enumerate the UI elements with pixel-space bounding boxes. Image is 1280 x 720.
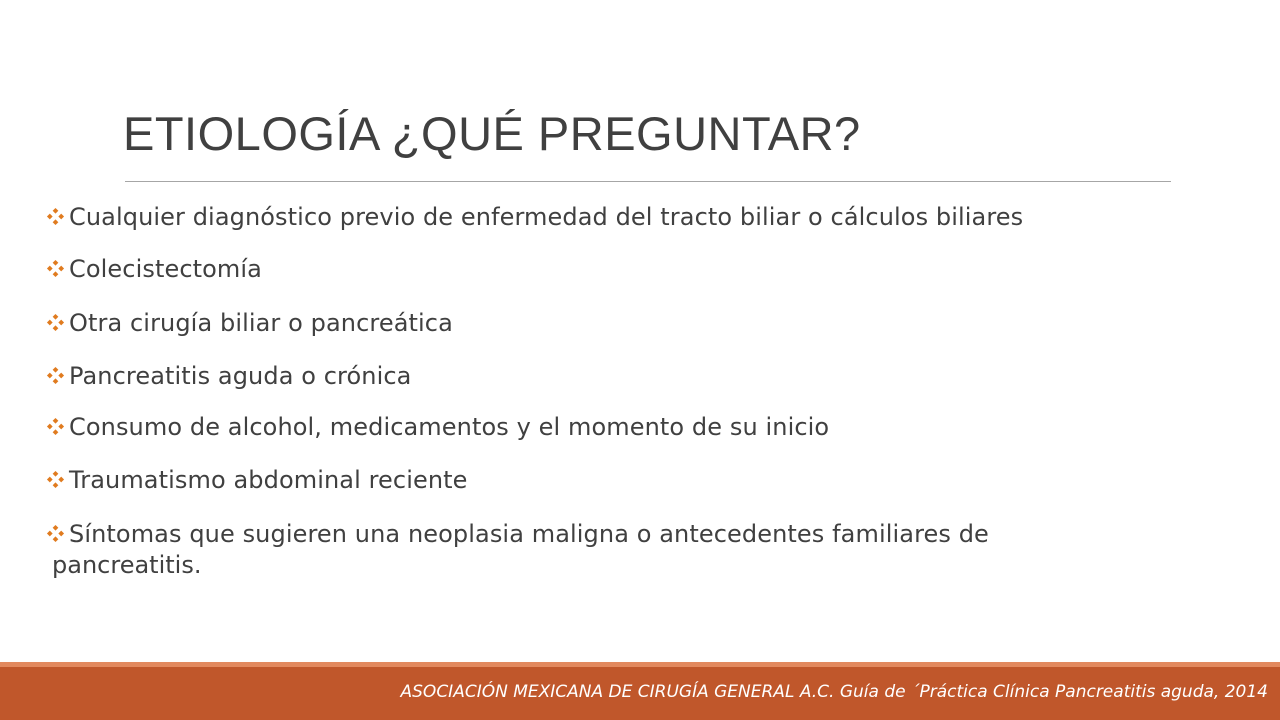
list-item: [46, 412, 1136, 443]
title-divider: [125, 181, 1171, 182]
list-item: [46, 202, 1136, 233]
list-item-continuation: pancreatitis.: [52, 551, 202, 579]
diamond-bullet-icon: [46, 470, 65, 489]
list-item-text: Consumo de alcohol, medicamentos y el momento de su inicio: [69, 413, 830, 441]
diamond-bullet-icon: [46, 259, 65, 278]
diamond-bullet-icon: [46, 207, 65, 226]
list-item-text: Cualquier diagnóstico previo de enfermedad del tracto biliar o cálculos biliares: [69, 203, 1024, 231]
list-item-text: Traumatismo abdominal reciente: [69, 466, 468, 494]
list-item-text: Colecistectomía: [69, 255, 262, 283]
diamond-bullet-icon: [46, 417, 65, 436]
slide-title: ETIOLOGÍA ¿QUÉ PREGUNTAR?: [123, 107, 861, 160]
list-item-text: Otra cirugía biliar o pancreática: [69, 309, 453, 337]
diamond-bullet-icon: [46, 524, 65, 543]
list-item: [46, 254, 1136, 285]
footer-citation: ASOCIACIÓN MEXICANA DE CIRUGÍA GENERAL A.C. Guía de ´Práctica Clínica Pancreatitis aguda, 2014: [400, 682, 1268, 702]
list-item: [46, 465, 1136, 496]
diamond-bullet-icon: [46, 366, 65, 385]
list-item-text: Pancreatitis aguda o crónica: [69, 362, 412, 390]
list-item: [46, 519, 1136, 581]
list-item-text: Síntomas que sugieren una neoplasia maligna o antecedentes familiares de: [69, 520, 989, 548]
list-item: [46, 361, 1136, 392]
diamond-bullet-icon: [46, 313, 65, 332]
list-item: [46, 308, 1136, 339]
